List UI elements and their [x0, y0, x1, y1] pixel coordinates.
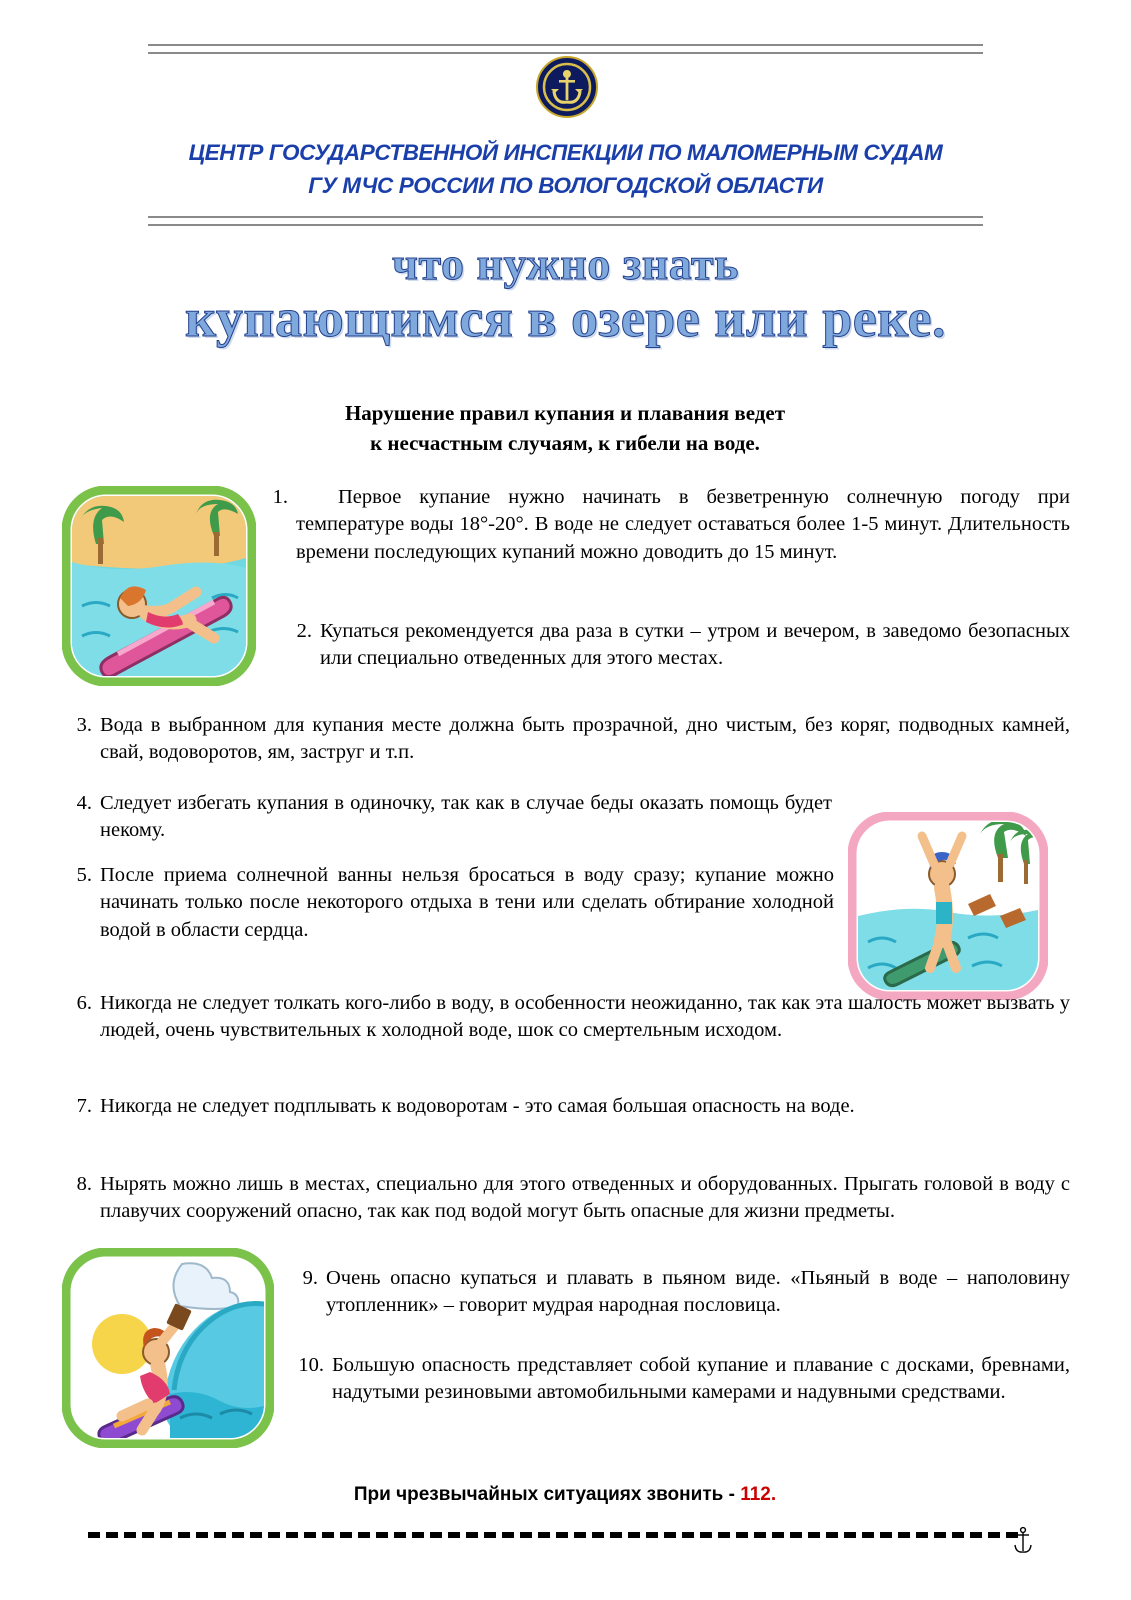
- rule-item-8-text: Нырять можно лишь в местах, специально для этого отведенных и оборудованных. Прыгать головой в воду с плавучих сооружений опасно, так как под водой могут быть опасные для жизни предметы.: [100, 1173, 1070, 1223]
- rule-item-3-number: 3.: [76, 714, 92, 736]
- rule-item-4: [62, 790, 832, 845]
- subtitle: [160, 398, 970, 459]
- rule-item-6-body: [62, 990, 1070, 1045]
- rule-item-9-body: [288, 1265, 1070, 1320]
- rule-item-10-text: Большую опасность представляет собой купание и плавание с досками, бревнами, надутыми резиновыми автомобильными камерами и надувными средствами.: [332, 1354, 1070, 1404]
- page-title-line-2: купающимся в озере или реке.: [185, 288, 946, 349]
- rule-item-4-number: 4.: [76, 792, 92, 814]
- emergency-phone-number: 112.: [740, 1484, 777, 1505]
- rule-item-9-number: 9.: [302, 1267, 318, 1289]
- woman-on-inflatable-mattress-illustration: [62, 486, 256, 686]
- rule-item-10-number: 10.: [298, 1354, 324, 1376]
- rule-item-7-text: Никогда не следует подплывать к водоворотам - это самая большая опасность на воде.: [100, 1095, 855, 1117]
- rule-item-9-text: Очень опасно купаться и плавать в пьяном виде. «Пьяный в воде – наполовину утопленник» – говорит мудрая народная пословица.: [326, 1267, 1070, 1317]
- rule-item-6-number: 6.: [76, 992, 92, 1014]
- rule-item-1: [258, 484, 1070, 566]
- rule-item-5-body: [62, 862, 834, 944]
- rule-item-2: [282, 618, 1070, 673]
- emergency-call-footer: [160, 1484, 970, 1506]
- rule-item-4-text: Следует избегать купания в одиночку, так как в случае беды оказать помощь будет некому.: [100, 792, 832, 842]
- rule-item-1-body: [258, 484, 1070, 566]
- rule-item-8-number: 8.: [76, 1173, 92, 1195]
- rule-item-2-body: [282, 618, 1070, 673]
- anchor-emblem-icon: [536, 56, 598, 118]
- rule-item-2-text: Купаться рекомендуется два раза в сутки – утром и вечером, в заведомо безопасных или специально отведенных для этого местах.: [320, 620, 1070, 670]
- anchor-small-icon: [1012, 1526, 1034, 1556]
- organisation-line-2: ГУ МЧС РОССИИ ПО ВОЛОГОДСКОЙ ОБЛАСТИ: [308, 173, 823, 198]
- rule-item-3: [62, 712, 1070, 767]
- subtitle-line-1: Нарушение правил купания и плавания ведет: [344, 401, 786, 425]
- rule-item-6-text: Никогда не следует толкать кого-либо в воду, в особенности неожиданно, так как эта шалость может вызвать у людей, очень чувствительных к холодной воде, шок со смертельным исходом.: [100, 992, 1070, 1042]
- header-top-divider: [148, 44, 983, 54]
- rule-item-4-body: [62, 790, 832, 845]
- rule-item-3-body: [62, 712, 1070, 767]
- subtitle-line-2: к несчастным случаям, к гибели на воде.: [370, 431, 760, 456]
- rule-item-10: [288, 1352, 1070, 1407]
- rule-item-7: [62, 1093, 1070, 1120]
- woman-drinking-on-wave-illustration: [62, 1248, 274, 1448]
- organisation-line-1: ЦЕНТР ГОСУДАРСТВЕННОЙ ИНСПЕКЦИИ ПО МАЛОМЕРНЫМ СУДАМ: [188, 140, 943, 165]
- rule-item-1-number: 1.: [272, 486, 288, 508]
- rule-item-2-number: 2.: [296, 620, 312, 642]
- rule-item-1-text: Первое купание нужно начинать в безветренную солнечную погоду при температуре воды 18°-20°. В воде не следует оставаться более 1-5 минут. Длительность времени последующих купаний можно доводить до 15 минут.: [296, 486, 1070, 563]
- rule-item-9: [288, 1265, 1070, 1320]
- rule-item-3-text: Вода в выбранном для купания месте должна быть прозрачной, дно чистым, без коряг, подводных камней, свай, водоворотов, ям, заструг и т.п.: [100, 714, 1070, 764]
- rule-item-8: [62, 1171, 1070, 1226]
- rule-item-7-number: 7.: [76, 1095, 92, 1117]
- header-bottom-divider: [148, 216, 983, 226]
- emergency-call-label: При чрезвычайных ситуациях звонить -: [353, 1484, 741, 1505]
- rule-item-7-body: [62, 1093, 1070, 1120]
- boy-diving-from-springboard-illustration: [848, 812, 1048, 1000]
- rule-item-5: [62, 862, 834, 944]
- rule-item-5-number: 5.: [76, 864, 92, 886]
- rule-item-5-text: После приема солнечной ванны нельзя бросаться в воду сразу; купание можно начинать только после некоторого отдыха в тени или сделать обтирание холодной водой в области сердца.: [100, 864, 834, 941]
- rule-item-8-body: [62, 1171, 1070, 1226]
- page-title: [60, 240, 1071, 347]
- page-title-line-1: что нужно знать: [392, 238, 739, 289]
- footer-dashed-divider: [88, 1528, 1018, 1542]
- rule-item-6: [62, 990, 1070, 1045]
- rule-item-10-body: [288, 1352, 1070, 1407]
